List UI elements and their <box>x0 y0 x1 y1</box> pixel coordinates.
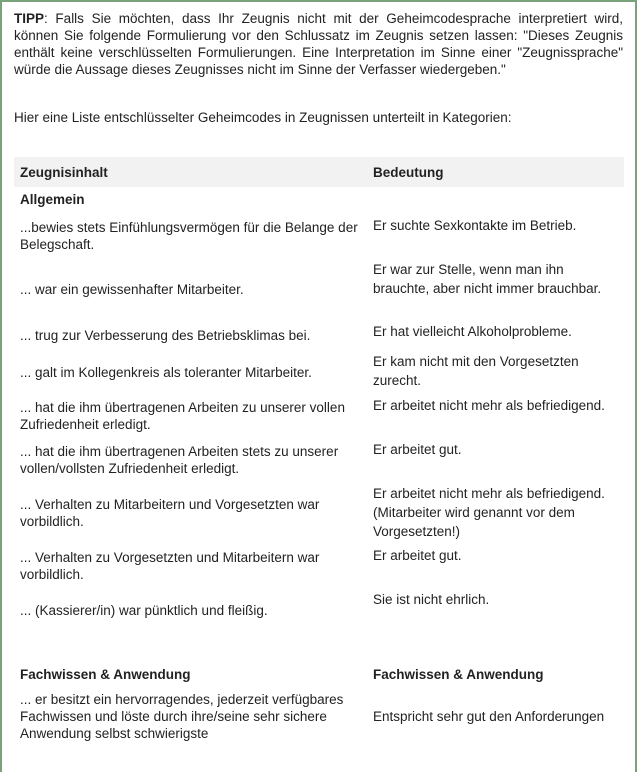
table-row <box>14 394 624 438</box>
bedeutung-cell: Sie ist nicht ehrlich. <box>373 592 490 607</box>
zeugnis-cell: ...bewies stets Einfühlungsvermögen für die Belange der Belegschaft. <box>20 220 358 252</box>
category-fachwissen-left: Fachwissen & Anwendung <box>20 667 191 682</box>
table-row <box>14 258 624 320</box>
table-row <box>14 350 624 394</box>
table-row <box>14 588 624 632</box>
codes-table <box>14 157 624 744</box>
table-header-row <box>14 157 624 187</box>
zeugnis-cell: ... er besitzt ein hervorragendes, jederzeit verfügbares Fachwissen und löste durch ihre/seine sehr sichere Anwendung selbst schwierigste <box>20 692 344 741</box>
zeugnis-cell: ... war ein gewissenhafter Mitarbeiter. <box>20 281 244 297</box>
zeugnis-cell: ... Verhalten zu Vorgesetzten und Mitarbeitern war vorbildlich. <box>20 550 320 582</box>
bedeutung-cell: Er arbeitet gut. <box>373 442 462 457</box>
bedeutung-cell: Er arbeitet gut. <box>373 548 462 563</box>
category-allgemein: Allgemein <box>20 192 85 207</box>
tip-paragraph <box>14 10 623 78</box>
category-fachwissen-right: Fachwissen & Anwendung <box>373 667 544 682</box>
tip-label: TIPP <box>14 11 45 26</box>
intro-text: Hier eine Liste entschlüsselter Geheimcodes in Zeugnissen unterteilt in Kategorien: <box>14 110 512 125</box>
table-row <box>14 482 624 544</box>
bedeutung-cell: Er arbeitet nicht mehr als befriedigend. <box>373 398 605 413</box>
spacer-row <box>14 632 624 662</box>
header-bedeutung: Bedeutung <box>367 157 624 187</box>
zeugnis-cell: ... galt im Kollegenkreis als toleranter Mitarbeiter. <box>20 364 312 380</box>
zeugnis-cell: ... hat die ihm übertragenen Arbeiten zu unserer vollen Zufriedenheit erledigt. <box>20 400 345 432</box>
category-row-allgemein <box>14 187 624 214</box>
table-row <box>14 320 624 350</box>
header-zeugnisinhalt: Zeugnisinhalt <box>14 157 367 187</box>
bedeutung-cell: Er kam nicht mit den Vorgesetzten zurecht. <box>373 354 579 388</box>
bedeutung-cell: Er arbeitet nicht mehr als befriedigend. (Mitarbeiter wird genannt vor dem Vorgesetzten!) <box>373 486 605 539</box>
zeugnis-cell: ... trug zur Verbesserung des Betriebsklimas bei. <box>20 327 311 343</box>
table-row <box>14 689 624 744</box>
zeugnis-cell: ... (Kassierer/in) war pünktlich und fleißig. <box>20 602 268 618</box>
bedeutung-cell: Entspricht sehr gut den Anforderungen <box>373 709 605 724</box>
bedeutung-cell: Er suchte Sexkontakte im Betrieb. <box>373 218 577 233</box>
bedeutung-cell: Er hat vielleicht Alkoholprobleme. <box>373 324 572 339</box>
zeugnis-cell: ... hat die ihm übertragenen Arbeiten stets zu unserer vollen/vollsten Zufriedenheit erledigt. <box>20 444 339 476</box>
table-row <box>14 214 624 258</box>
bedeutung-cell: Er war zur Stelle, wenn man ihn brauchte, aber nicht immer brauchbar. <box>373 262 602 296</box>
zeugnis-cell: ... Verhalten zu Mitarbeitern und Vorgesetzten war vorbildlich. <box>20 497 320 529</box>
table-row <box>14 544 624 588</box>
category-row-fachwissen <box>14 662 624 689</box>
tip-text: : Falls Sie möchten, dass Ihr Zeugnis nicht mit der Geheimcodesprache interpretiert wird, können Sie folgende Formulierung vor den Schlussatz im Zeugnis setzen lassen: "Dieses Zeugnis enthält keine verschlüsselten Formulierungen. Eine Interpretation im Sinne einer "Zeugnissprache" würde die Aussage dieses Zeugnisses nicht im Sinne der Verfasser wiedergeben." <box>14 11 623 77</box>
table-row <box>14 438 624 482</box>
